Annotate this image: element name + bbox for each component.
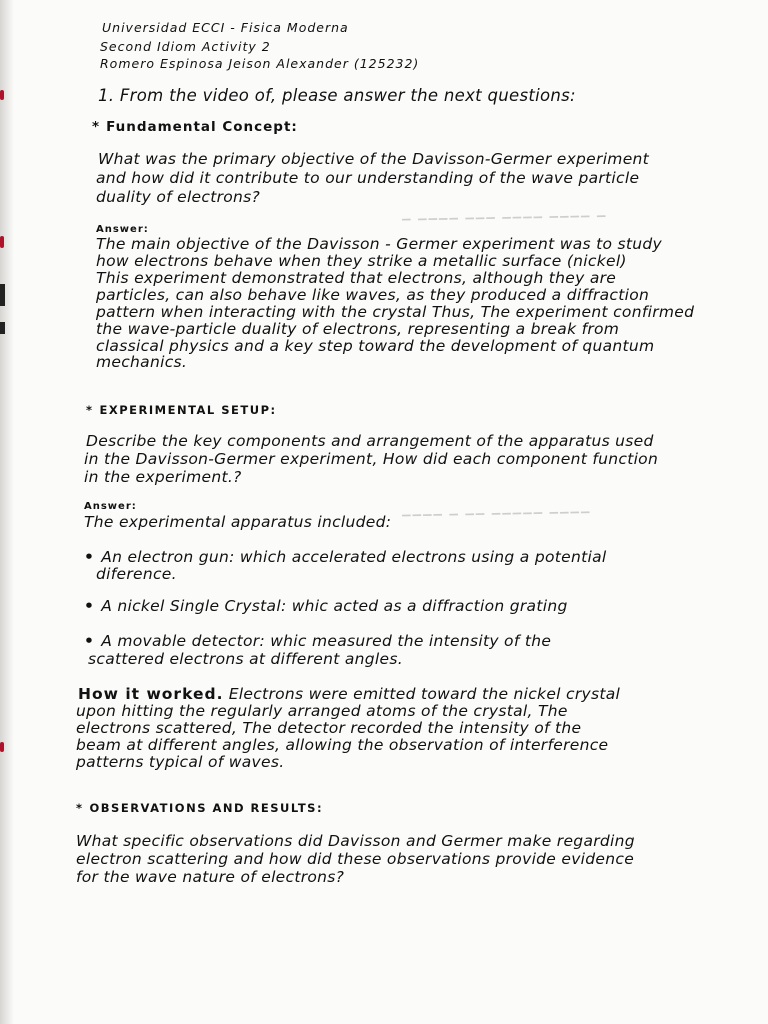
how-it-worked-line: beam at different angles, allowing the observation of interference [76, 736, 609, 754]
answer-line: how electrons behave when they strike a metallic surface (nickel) [96, 252, 627, 270]
answer-line: mechanics. [96, 353, 188, 371]
bullet-icon: • [84, 548, 95, 566]
asterisk-icon: * [92, 119, 101, 135]
list-item: • An electron gun: which accelerated electrons using a potential [84, 548, 607, 566]
question-line: for the wave nature of electrons? [76, 868, 345, 886]
bleed-through-mark: ▁▁▁▁ ▁▁▁▁▁ ▁▁ ▁ ▁▁▁▁ [399, 500, 590, 517]
answer-line: classical physics and a key step toward the development of quantum [96, 337, 655, 355]
question-line: in the Davisson-Germer experiment, How did each component function [84, 450, 659, 468]
question-line: and how did it contribute to our understanding of the wave particle [96, 169, 640, 187]
section-title: * EXPERIMENTAL SETUP: [86, 403, 277, 417]
header-university: Universidad ECCI - Fisica Moderna [102, 20, 349, 35]
list-item: • A movable detector: whic measured the intensity of the [84, 632, 552, 650]
how-it-worked-label: How it worked. [78, 685, 224, 703]
list-item-continuation: scattered electrons at different angles. [88, 650, 403, 668]
answer-intro: The experimental apparatus included: [84, 513, 392, 531]
margin-mark [0, 90, 4, 100]
binding-mark [0, 284, 5, 306]
page-edge-shadow [0, 0, 14, 1024]
question-line: electron scattering and how did these observations provide evidence [76, 850, 635, 868]
margin-mark [0, 236, 4, 248]
header-activity: Second Idiom Activity 2 [100, 39, 271, 54]
how-it-worked-line: How it worked. Electrons were emitted toward the nickel crystal [78, 685, 621, 703]
answer-line: This experiment demonstrated that electrons, although they are [96, 269, 617, 287]
how-it-worked-line: electrons scattered, The detector recorded the intensity of the [76, 719, 582, 737]
answer-line: the wave-particle duality of electrons, representing a break from [96, 320, 620, 338]
how-it-worked-line: patterns typical of waves. [76, 753, 285, 771]
binding-mark [0, 322, 5, 334]
answer-label: Answer: [96, 224, 149, 235]
answer-label: Answer: [84, 501, 137, 512]
margin-mark [0, 742, 4, 752]
question-line: Describe the key components and arrangement of the apparatus used [86, 432, 654, 450]
asterisk-icon: * [86, 403, 94, 417]
answer-line: particles, can also behave like waves, as they produced a diffraction [96, 286, 650, 304]
section-title: * Fundamental Concept: [92, 119, 298, 135]
how-it-worked-line: upon hitting the regularly arranged atoms of the crystal, The [76, 702, 568, 720]
bullet-icon: • [84, 597, 95, 615]
bullet-icon: • [84, 632, 95, 650]
answer-line: pattern when interacting with the crystal Thus, The experiment confirmed [96, 303, 695, 321]
question-line: What specific observations did Davisson and Germer make regarding [76, 832, 635, 850]
list-item: • A nickel Single Crystal: whic acted as a diffraction grating [84, 597, 568, 615]
answer-line: The main objective of the Davisson - Germer experiment was to study [96, 235, 662, 253]
list-item-continuation: diference. [96, 565, 177, 583]
section-title: * OBSERVATIONS AND RESULTS: [76, 801, 324, 815]
bleed-through-mark: ▁ ▁▁▁▁ ▁▁▁▁ ▁▁▁ ▁▁▁▁ ▁ [399, 204, 606, 221]
asterisk-icon: * [76, 801, 84, 815]
question-line: duality of electrons? [96, 188, 261, 206]
question-line: What was the primary objective of the Davisson-Germer experiment [98, 150, 650, 168]
question-line: in the experiment.? [84, 468, 242, 486]
intro-instruction: 1. From the video of, please answer the next questions: [98, 86, 576, 105]
header-student: Romero Espinosa Jeison Alexander (125232) [100, 56, 420, 71]
